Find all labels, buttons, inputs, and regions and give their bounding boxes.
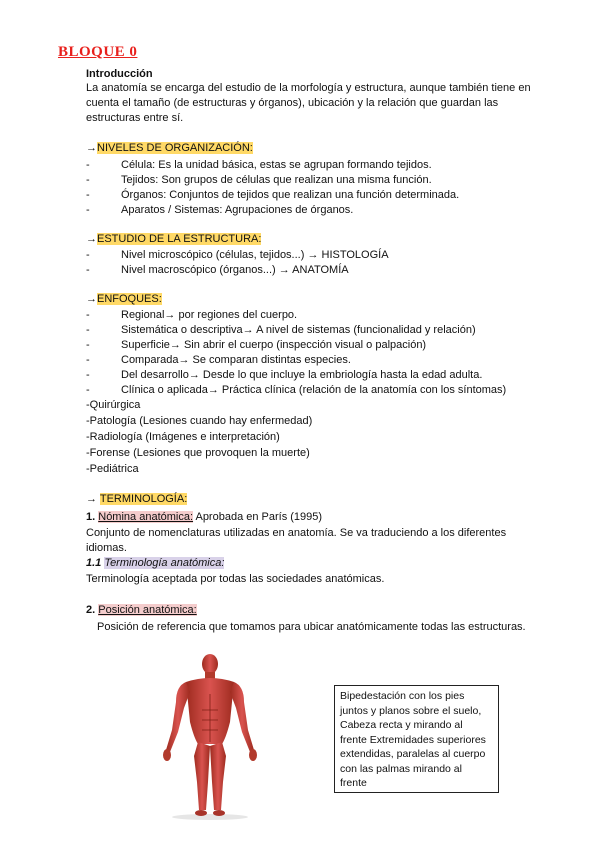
sub-item: -Forense (Lesiones que provoquen la muerte): [86, 447, 310, 459]
subsection-1-desc: Conjunto de nomenclaturas utilizadas en anatomía. Se va traduciendo a los diferentes: [86, 527, 507, 539]
arrow: →: [86, 233, 97, 245]
intro-line: estructuras entre sí.: [86, 112, 184, 124]
arrow: →: [86, 293, 97, 305]
section-enfoques-heading: [86, 293, 162, 305]
subsection-1-desc: idiomas.: [86, 542, 127, 554]
section-title: TERMINOLOGÍA:: [99, 493, 188, 505]
sub-item: -Pediátrica: [86, 463, 139, 475]
subsection-2-heading: 2. Posición anatómica:: [86, 604, 197, 616]
intro-heading: Introducción: [86, 68, 153, 80]
intro-paragraph: [86, 81, 546, 126]
section-niveles-heading: [86, 142, 253, 154]
anatomical-position-description-box: [334, 685, 499, 793]
box-line: Bipedestación con los pies: [340, 690, 465, 702]
subsection-1-1-heading: 1.1 Terminología anatómica:: [86, 557, 225, 569]
section-estudio-heading: [86, 233, 261, 245]
arrow: →: [86, 493, 100, 505]
subsection-1-heading: 1. Nómina anatómica: Aprobada en París (1995): [86, 511, 323, 523]
subsection-1-1-desc: Terminología aceptada por todas las sociedades anatómicas.: [86, 573, 385, 585]
anatomical-figure-icon: [150, 652, 270, 820]
section-terminologia-heading: [86, 493, 187, 505]
page-title: BLOQUE 0: [58, 44, 138, 60]
box-line: con las palmas mirando al: [340, 762, 462, 775]
section-title: ESTUDIO DE LA ESTRUCTURA:: [97, 233, 262, 245]
box-line: Cabeza recta y mirando al: [340, 719, 463, 731]
sub-item: -Radiología (Imágenes e interpretación): [86, 431, 280, 443]
subsection-2-desc: Posición de referencia que tomamos para ubicar anatómicamente todas las estructuras.: [97, 621, 526, 633]
intro-line: La anatomía se encarga del estudio de la morfología y estructura, aunque también tiene en: [86, 82, 531, 94]
arrow: →: [86, 142, 97, 154]
sub-item: -Quirúrgica: [86, 399, 141, 411]
intro-line: cuenta el tamaño (de estructuras y órganos), ubicación y la relación que guardan las: [86, 97, 499, 109]
box-line: frente Extremidades superiores: [340, 733, 486, 746]
box-line: juntos y planos sobre el suelo,: [340, 704, 482, 717]
section-title: NIVELES DE ORGANIZACIÓN:: [97, 142, 253, 154]
box-line: frente: [340, 777, 367, 789]
sub-item: -Patología (Lesiones cuando hay enfermedad): [86, 415, 313, 427]
box-line: extendidas, paralelas al cuerpo: [340, 748, 486, 760]
section-title: ENFOQUES:: [97, 293, 162, 305]
